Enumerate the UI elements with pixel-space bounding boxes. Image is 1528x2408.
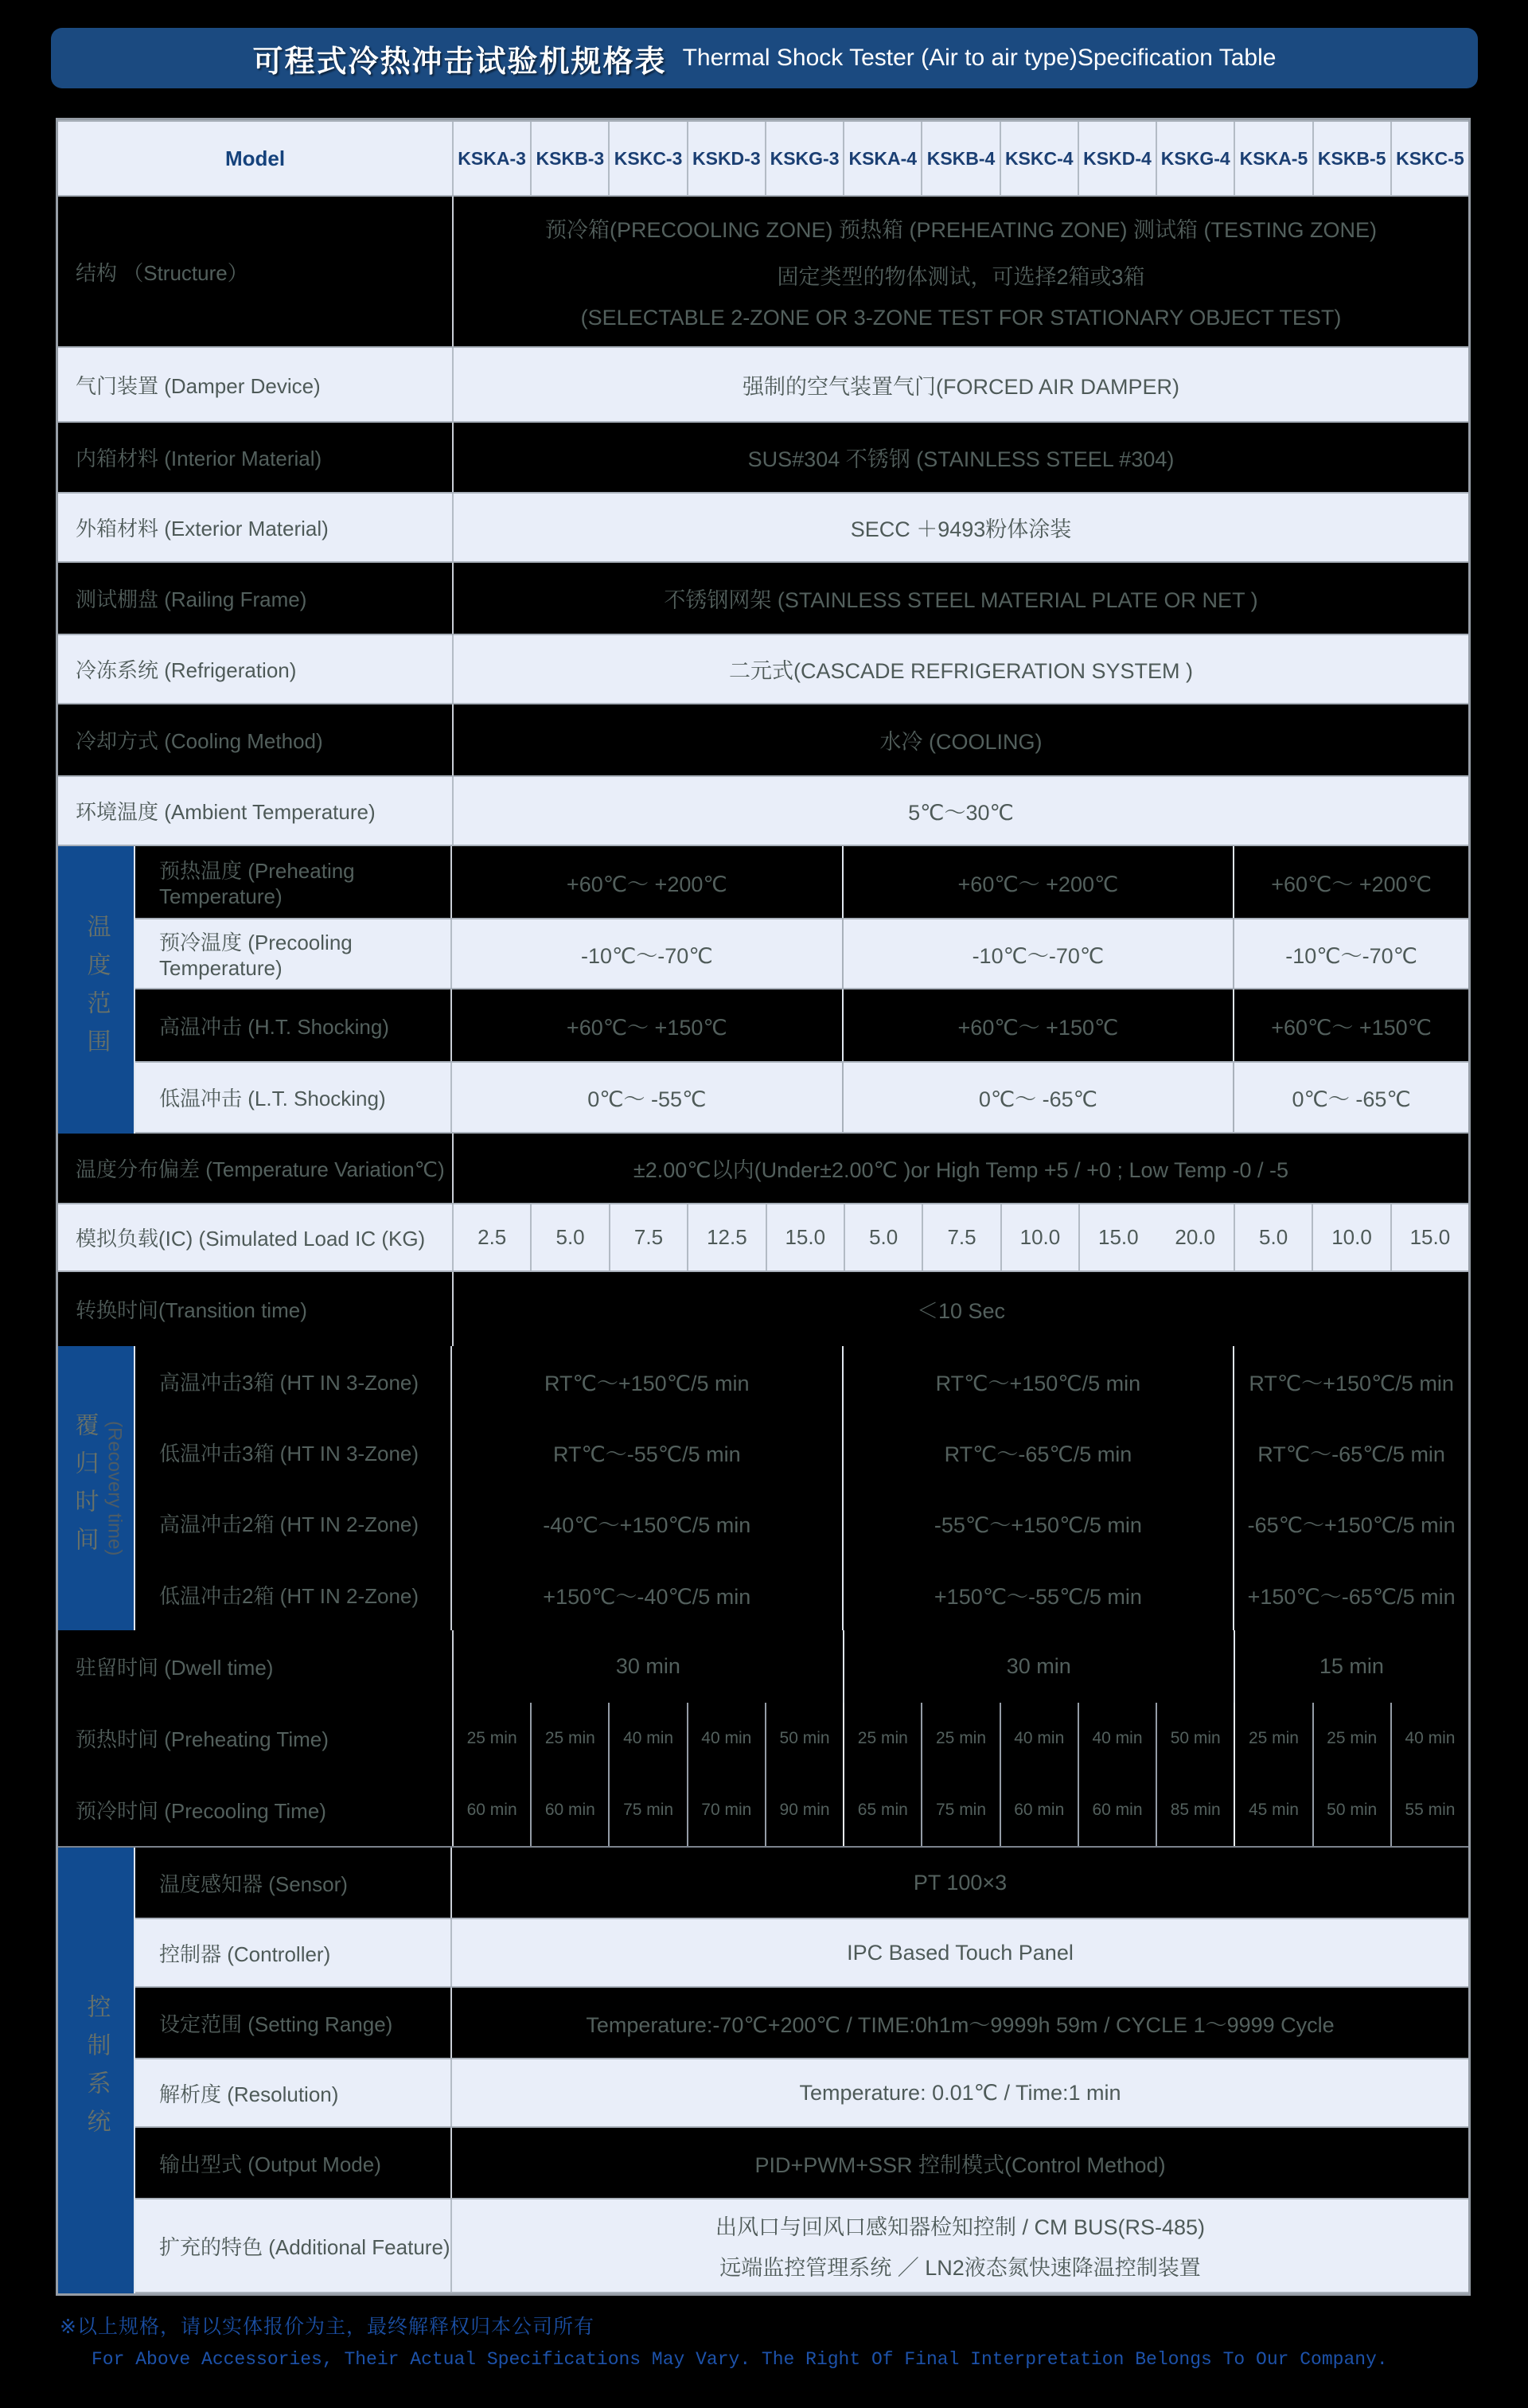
lt2-g2: +150℃～-55℃/5 min xyxy=(844,1559,1235,1630)
dwell-label: 驻留时间 (Dwell time) xyxy=(58,1630,454,1703)
temp-range-section xyxy=(58,846,1468,1134)
additional-feature-row xyxy=(135,2198,1468,2293)
precool-time-label: 预冷时间 (Precooling Time) xyxy=(58,1774,454,1846)
sensor-value: PT 100×3 xyxy=(913,1870,1008,1895)
model-name: KSKC-5 xyxy=(1396,147,1464,169)
transition-row xyxy=(58,1272,1468,1346)
load-row xyxy=(58,1203,1468,1272)
sensor-label: 温度感知器 (Sensor) xyxy=(135,1848,452,1918)
preheat-temp-row xyxy=(135,846,1468,918)
recovery-group-label-zh: 覆归时间 xyxy=(71,1411,98,1565)
ht-shock-row xyxy=(135,989,1468,1061)
resolution-value: Temperature: 0.01℃ / Time:1 min xyxy=(799,2080,1121,2105)
model-label: Model xyxy=(58,122,454,195)
preheat-time-value: 40 min xyxy=(688,1703,766,1774)
railing-label: 测试棚盘 (Railing Frame) xyxy=(58,563,454,634)
ht2-g3: -65℃～+150℃/5 min xyxy=(1247,1513,1456,1537)
preheat-time-value: 25 min xyxy=(532,1703,610,1774)
model-name: KSKB-4 xyxy=(922,122,1000,195)
structure-line: (SELECTABLE 2-ZONE OR 3-ZONE TEST FOR STATIONARY OBJECT TEST) xyxy=(580,306,1342,330)
lt2-g1: +150℃～-40℃/5 min xyxy=(452,1559,844,1630)
preheat-time-value: 40 min xyxy=(1001,1703,1079,1774)
ht3-g1: RT℃～+150℃/5 min xyxy=(452,1346,844,1417)
exterior-label: 外箱材料 (Exterior Material) xyxy=(58,494,454,561)
structure-line: 预冷箱(PRECOOLING ZONE) 预热箱 (PREHEATING ZONE) 测试箱 (TESTING ZONE) xyxy=(544,217,1378,242)
ambient-label: 环境温度 (Ambient Temperature) xyxy=(58,777,454,845)
recovery-section xyxy=(58,1346,1468,1630)
model-name: KSKG-4 xyxy=(1157,122,1235,195)
dwell-g1: 30 min xyxy=(454,1630,844,1703)
control-group-bar xyxy=(58,1848,135,2293)
model-name: KSKC-4 xyxy=(1001,122,1079,195)
ht2-label: 高温冲击2箱 (HT IN 2-Zone) xyxy=(135,1488,452,1559)
preheat-time-value: 50 min xyxy=(766,1703,844,1774)
lt3-g1: RT℃～-55℃/5 min xyxy=(452,1417,844,1488)
model-name: KSKD-3 xyxy=(688,122,766,195)
load-value: 15.0 xyxy=(767,1204,845,1270)
load-value: 15.0 xyxy=(1098,1225,1139,1249)
damper-value: 强制的空气装置气门(FORCED AIR DAMPER) xyxy=(742,374,1180,399)
model-name: KSKA-3 xyxy=(454,122,532,195)
precool-temp-g1: -10℃～-70℃ xyxy=(452,919,844,988)
precool-time-row xyxy=(58,1774,1468,1846)
damper-row xyxy=(58,346,1468,423)
model-name: KSKD-4 xyxy=(1079,122,1157,195)
model-row xyxy=(58,120,1468,197)
ht-shock-label: 高温冲击 (H.T. Shocking) xyxy=(135,989,452,1061)
load-value: 7.5 xyxy=(610,1204,688,1270)
preheat-temp-g3: +60℃～ +200℃ xyxy=(1271,872,1432,896)
precool-time-value: 65 min xyxy=(844,1774,922,1846)
lt3-g3: RT℃～-65℃/5 min xyxy=(1257,1442,1445,1466)
cooling-row xyxy=(58,704,1468,775)
precool-temp-g2: -10℃～-70℃ xyxy=(844,919,1235,988)
precool-temp-row xyxy=(135,918,1468,989)
additional-feature-line: 远端监控管理系统 ／ LN2液态氮快速降温控制装置 xyxy=(719,2256,1201,2281)
refrigeration-row xyxy=(58,634,1468,704)
lt3-row xyxy=(135,1417,1468,1488)
setting-range-value: Temperature:-70℃+200℃ / TIME:0h1m～9999h 59m / CYCLE 1～9999 Cycle xyxy=(586,2012,1335,2037)
precool-time-value: 70 min xyxy=(688,1774,766,1846)
lt-shock-row xyxy=(135,1061,1468,1134)
preheat-time-cells xyxy=(454,1703,1468,1774)
precool-time-value: 55 min xyxy=(1405,1800,1456,1819)
recovery-group-label-en: (Recovery time) xyxy=(103,1420,126,1556)
ht-shock-g3: +60℃～ +150℃ xyxy=(1271,1015,1432,1040)
load-value: 5.0 xyxy=(1235,1204,1313,1270)
output-mode-label: 输出型式 (Output Mode) xyxy=(135,2128,452,2198)
load-value: 5.0 xyxy=(845,1204,923,1270)
additional-feature-value xyxy=(452,2199,1468,2292)
preheat-temp-g1: +60℃～ +200℃ xyxy=(452,846,844,918)
preheat-time-value: 25 min xyxy=(844,1703,922,1774)
temp-range-rows xyxy=(135,846,1468,1134)
load-cells xyxy=(454,1204,1468,1270)
load-value: 15.0 xyxy=(1409,1225,1451,1249)
footer-note-zh: ※以上规格，请以实体报价为主，最终解释权归本公司所有 xyxy=(60,2316,594,2338)
temp-range-group-bar xyxy=(58,846,135,1134)
controller-value: IPC Based Touch Panel xyxy=(847,1940,1074,1965)
interior-label: 内箱材料 (Interior Material) xyxy=(58,423,454,492)
ht-shock-g1: +60℃～ +150℃ xyxy=(452,989,844,1061)
page-title-en: Thermal Shock Tester (Air to air type)Specification Table xyxy=(682,45,1277,71)
transition-label: 转换时间(Transition time) xyxy=(58,1272,454,1346)
page-title-zh: 可程式冷热冲击试验机规格表 xyxy=(252,45,667,79)
railing-value: 不锈钢网架 (STAINLESS STEEL MATERIAL PLATE OR NET ) xyxy=(664,588,1258,612)
precool-time-value: 45 min xyxy=(1235,1774,1313,1846)
precool-time-value: 75 min xyxy=(922,1774,1000,1846)
lt2-row xyxy=(135,1559,1468,1630)
spec-table xyxy=(56,118,1471,2296)
preheat-time-value: 25 min xyxy=(1314,1703,1392,1774)
preheat-temp-g2: +60℃～ +200℃ xyxy=(844,846,1235,918)
precool-temp-label: 预冷温度 (Precooling Temperature) xyxy=(135,919,452,988)
lt-shock-g1: 0℃～ -55℃ xyxy=(452,1063,844,1132)
ht3-g3: RT℃～+150℃/5 min xyxy=(1249,1372,1454,1395)
control-rows xyxy=(135,1848,1468,2293)
structure-row xyxy=(58,197,1468,346)
model-name: KSKB-5 xyxy=(1314,122,1392,195)
damper-label: 气门装置 (Damper Device) xyxy=(58,348,454,421)
precool-time-value: 60 min xyxy=(1079,1774,1157,1846)
lt2-g3: +150℃～-65℃/5 min xyxy=(1247,1584,1456,1609)
load-value: 7.5 xyxy=(923,1204,1001,1270)
precool-time-cells xyxy=(454,1774,1468,1846)
controller-label: 控制器 (Controller) xyxy=(135,1919,452,1986)
lt3-label: 低温冲击3箱 (HT IN 3-Zone) xyxy=(135,1417,452,1488)
preheat-time-value: 40 min xyxy=(610,1703,688,1774)
model-name: KSKA-5 xyxy=(1235,122,1313,195)
precool-temp-g3: -10℃～-70℃ xyxy=(1285,943,1417,968)
exterior-row xyxy=(58,492,1468,563)
sensor-row xyxy=(135,1848,1468,1918)
structure-line: 固定类型的物体测试，可选择2箱或3箱 xyxy=(777,264,1145,289)
output-mode-value: PID+PWM+SSR 控制模式(Control Method) xyxy=(754,2152,1166,2177)
load-value: 20.0 xyxy=(1157,1204,1235,1270)
ht3-label: 高温冲击3箱 (HT IN 3-Zone) xyxy=(135,1346,452,1417)
preheat-time-label: 预热时间 (Preheating Time) xyxy=(58,1703,454,1774)
lt-shock-g2: 0℃～ -65℃ xyxy=(844,1063,1235,1132)
setting-range-label: 设定范围 (Setting Range) xyxy=(135,1988,452,2058)
ht3-row xyxy=(135,1346,1468,1417)
preheat-temp-label: 预热温度 (Preheating Temperature) xyxy=(135,846,452,918)
ambient-row xyxy=(58,775,1468,846)
lt2-label: 低温冲击2箱 (HT IN 2-Zone) xyxy=(135,1559,452,1630)
recovery-rows xyxy=(135,1346,1468,1630)
load-value: 10.0 xyxy=(1313,1204,1391,1270)
transition-value: ＜10 Sec xyxy=(916,1299,1006,1323)
precool-time-value: 75 min xyxy=(610,1774,688,1846)
preheat-time-value: 40 min xyxy=(1405,1728,1456,1747)
structure-value xyxy=(454,197,1468,346)
additional-feature-line: 出风口与回风口感知器检知控制 / CM BUS(RS-485) xyxy=(715,2215,1206,2239)
variation-value: ±2.00℃以内(Under±2.00℃ )or High Temp +5 / +0 ; Low Temp -0 / -5 xyxy=(633,1158,1289,1182)
cooling-value: 水冷 (COOLING) xyxy=(879,730,1043,754)
recovery-group-bar xyxy=(58,1346,135,1630)
output-mode-row xyxy=(135,2128,1468,2198)
dwell-row xyxy=(58,1630,1468,1703)
railing-row xyxy=(58,563,1468,634)
cooling-label: 冷却方式 (Cooling Method) xyxy=(58,704,454,775)
ht2-g2: -55℃～+150℃/5 min xyxy=(844,1488,1235,1559)
precool-time-value: 90 min xyxy=(766,1774,844,1846)
ht2-g1: -40℃～+150℃/5 min xyxy=(452,1488,844,1559)
setting-range-row xyxy=(135,1988,1468,2058)
structure-label: 结构 （Structure） xyxy=(58,197,454,346)
preheat-time-value: 25 min xyxy=(454,1703,532,1774)
model-cells xyxy=(454,122,1468,195)
load-value: 10.0 xyxy=(1002,1204,1080,1270)
footer-note-en: For Above Accessories, Their Actual Specifications May Vary. The Right Of Final Interpretation Belongs To Our Company. xyxy=(92,2349,1388,2370)
precool-time-value: 50 min xyxy=(1314,1774,1392,1846)
lt3-g2: RT℃～-65℃/5 min xyxy=(844,1417,1235,1488)
ht3-g2: RT℃～+150℃/5 min xyxy=(844,1346,1235,1417)
controller-row xyxy=(135,1918,1468,1988)
interior-value: SUS#304 不锈钢 (STAINLESS STEEL #304) xyxy=(747,447,1175,471)
interior-row xyxy=(58,423,1468,492)
control-section xyxy=(58,1846,1468,2293)
variation-label: 温度分布偏差 (Temperature Variation℃) xyxy=(58,1134,454,1203)
resolution-row xyxy=(135,2058,1468,2128)
precool-time-value: 85 min xyxy=(1157,1774,1235,1846)
variation-row xyxy=(58,1134,1468,1203)
preheat-time-row xyxy=(58,1703,1468,1774)
dwell-g3: 15 min xyxy=(1319,1654,1384,1678)
model-name: KSKB-3 xyxy=(532,122,610,195)
preheat-time-value: 25 min xyxy=(922,1703,1000,1774)
model-name: KSKA-4 xyxy=(844,122,922,195)
dwell-g2: 30 min xyxy=(844,1630,1235,1703)
precool-time-value: 60 min xyxy=(454,1774,532,1846)
precool-time-value: 60 min xyxy=(1001,1774,1079,1846)
load-value: 2.5 xyxy=(454,1204,532,1270)
ht-shock-g2: +60℃～ +150℃ xyxy=(844,989,1235,1061)
refrigeration-label: 冷冻系统 (Refrigeration) xyxy=(58,635,454,703)
model-name: KSKG-3 xyxy=(766,122,844,195)
ht2-row xyxy=(135,1488,1468,1559)
refrigeration-value: 二元式(CASCADE REFRIGERATION SYSTEM ) xyxy=(728,659,1194,683)
load-label: 模拟负载(IC) (Simulated Load IC (KG) xyxy=(58,1204,454,1270)
temp-range-group-label: 温度范围 xyxy=(83,913,110,1067)
title-bar xyxy=(51,28,1478,88)
exterior-value: SECC ＋9493粉体涂装 xyxy=(850,517,1072,541)
model-name: KSKC-3 xyxy=(610,122,688,195)
lt-shock-g3: 0℃～ -65℃ xyxy=(1292,1087,1411,1111)
lt-shock-label: 低温冲击 (L.T. Shocking) xyxy=(135,1063,452,1132)
footer-note xyxy=(60,2311,1388,2370)
load-value: 5.0 xyxy=(532,1204,610,1270)
preheat-time-value: 25 min xyxy=(1235,1703,1313,1774)
resolution-label: 解析度 (Resolution) xyxy=(135,2059,452,2126)
additional-feature-label: 扩充的特色 (Additional Feature) xyxy=(135,2199,452,2292)
preheat-time-value: 40 min xyxy=(1079,1703,1157,1774)
load-value: 12.5 xyxy=(688,1204,766,1270)
ambient-value: 5℃～30℃ xyxy=(908,801,1014,825)
preheat-time-value: 50 min xyxy=(1157,1703,1235,1774)
control-group-label: 控制系统 xyxy=(83,1994,110,2147)
precool-time-value: 60 min xyxy=(532,1774,610,1846)
